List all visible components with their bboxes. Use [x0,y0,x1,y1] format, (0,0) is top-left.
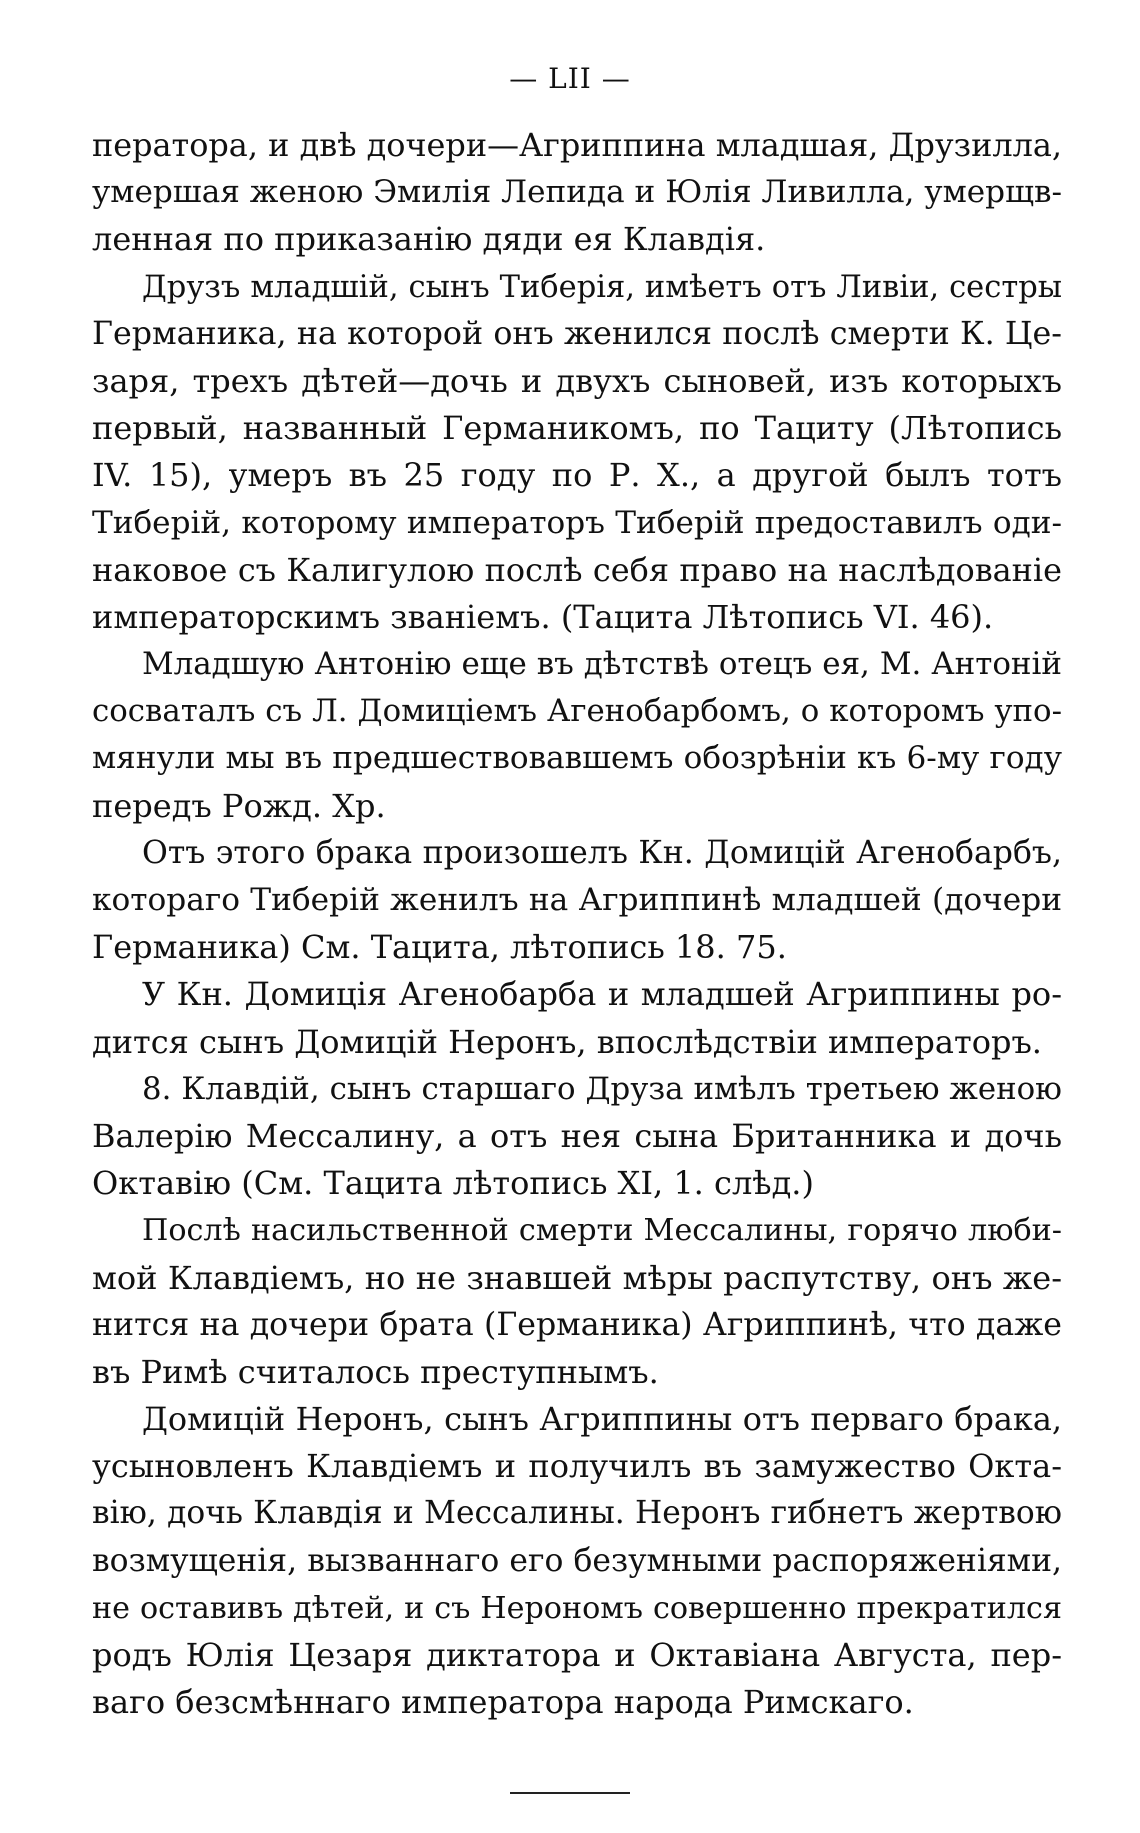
text-line: Германика) См. Тацита, лѣтопись 18. 75. [92,928,787,967]
text-line: въ Римѣ считалось преступнымъ. [92,1352,659,1391]
text-line: Тиберій, которому императоръ Тиберій предоставилъ оди- [92,504,1062,541]
text-line: Домицій Неронъ, сынъ Агриппины отъ перваго брака, [142,1400,1062,1439]
text-line: Октавію (См. Тацита лѣтопись XI, 1. слѣд.) [92,1164,814,1203]
text-line: IV. 15), умеръ въ 25 году по Р. Х., а другой былъ тотъ [92,456,1062,495]
text-line: не оставивъ дѣтей, и съ Нерономъ совершенно прекратился [92,1590,1062,1626]
body-text [92,122,1062,1726]
text-line: вію, дочь Клавдія и Мессалины. Неронъ гибнетъ жертвою [92,1495,1062,1532]
text-line: заря, трехъ дѣтей—дочь и двухъ сыновей, изъ которыхъ [92,361,1062,400]
text-line: сосваталъ съ Л. Домиціемъ Агенобарбомъ, о которомъ упо- [92,693,1062,730]
text-line: мянули мы въ предшествовавшемъ обозрѣніи къ 6-му году [92,740,1062,777]
text-line: нится на дочери брата (Германика) Агриппинѣ, что даже [92,1306,1062,1343]
text-line: Отъ этого брака произошелъ Кн. Домицій Агенобарбъ, [142,834,1062,871]
text-line: императорскимъ званіемъ. (Тацита Лѣтопись VI. 46). [92,597,994,636]
text-line: ваго безсмѣннаго императора народа Римскаго. [92,1683,914,1722]
text-line: ператора, и двѣ дочери—Агриппина младшая, Друзилла, [92,126,1062,164]
text-line: передъ Рожд. Хр. [92,786,386,825]
text-line: дится сынъ Домицій Неронъ, впослѣдствіи императоръ. [92,1022,1042,1061]
text-line: ленная по приказанію дяди ея Клавдія. [92,220,766,259]
text-line: Валерію Мессалину, а отъ нея сына Британника и дочь [92,1116,1062,1155]
text-line: возмущенія, вызваннаго его безумными распоряженіями, [92,1542,1062,1579]
text-line: У Кн. Домиція Агенобарба и младшей Агриппины ро- [142,975,1062,1014]
text-line: Германика, на которой онъ женился послѣ смерти К. Це- [92,315,1062,352]
text-line: усыновленъ Клавдіемъ и получилъ въ замужество Окта- [92,1447,1062,1486]
end-rule [510,1792,630,1794]
text-line: котораго Тиберій женилъ на Агриппинѣ младшей (дочери [92,882,1062,918]
text-line: Послѣ насильственной смерти Мессалины, горячо люби- [142,1213,1062,1249]
text-line: 8. Клавдій, сынъ старшаго Друза имѣлъ третьею женою [142,1070,1062,1107]
text-line: умершая женою Эмилія Лепида и Юлія Ливилла, умерщв- [92,174,1062,211]
text-line: Друзъ младшій, сынъ Тиберія, имѣетъ отъ Ливіи, сестры [142,269,1062,305]
text-line: первый, названный Германикомъ, по Тациту (Лѣтопись [92,409,1062,448]
text-line: Младшую Антонію еще въ дѣтствѣ отецъ ея, М. Антоній [142,646,1062,683]
text-line: наковое съ Калигулою послѣ себя право на наслѣдованіе [92,550,1062,589]
text-line: родъ Юлія Цезаря диктатора и Октавіана Августа, пер- [92,1636,1062,1674]
page-number: — LII — [509,62,631,95]
text-line: мой Клавдіемъ, но не знавшей мѣры распутству, онъ же- [92,1258,1062,1297]
